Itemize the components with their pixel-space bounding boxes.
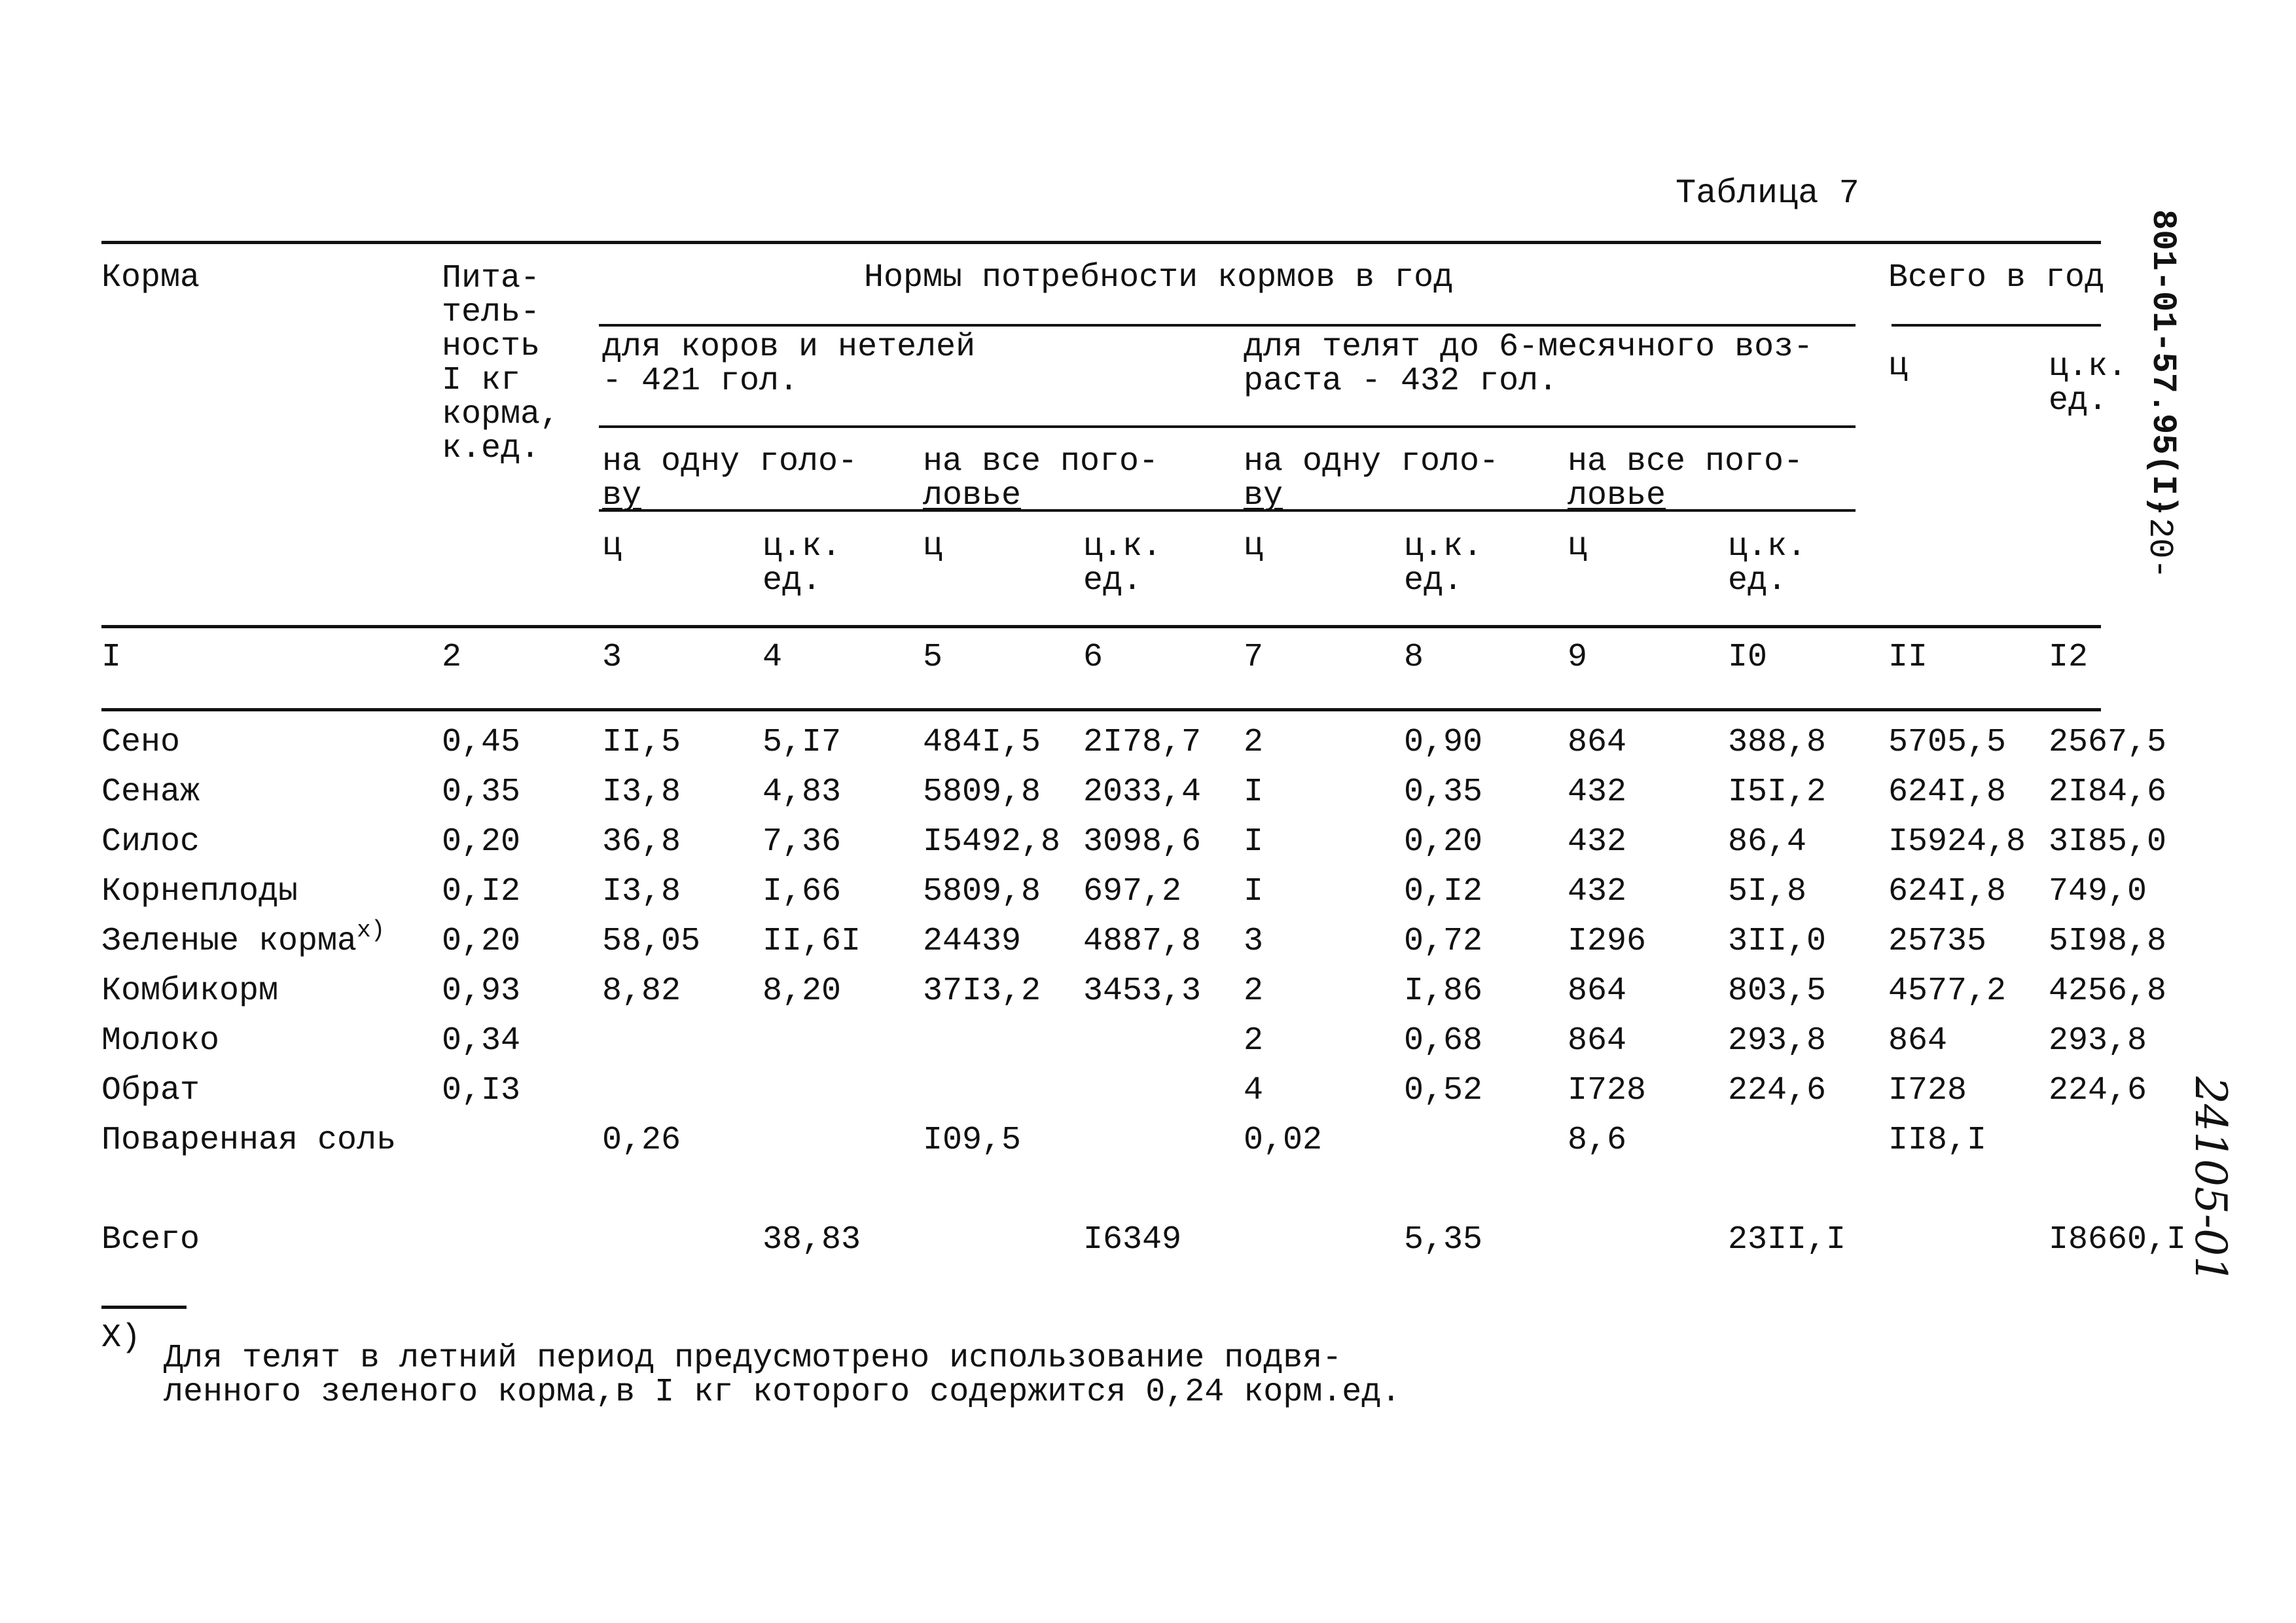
footnote-mark: Х) bbox=[101, 1319, 141, 1357]
row-name: Комбикорм bbox=[101, 972, 279, 1010]
table-cell: 293,8 bbox=[1728, 1022, 1827, 1060]
table-cell: 864 bbox=[1888, 1022, 1948, 1060]
table-cell: 2 bbox=[1244, 972, 1264, 1010]
row-name: Сено bbox=[101, 724, 181, 761]
header-calves: для телят до 6-месячного воз- раста - 432 гол. bbox=[1244, 329, 1814, 400]
table-cell: 86,4 bbox=[1728, 823, 1807, 861]
table-cell: 2567,5 bbox=[2049, 724, 2167, 761]
total-cell: 5,35 bbox=[1404, 1221, 1483, 1258]
table-cell: 4 bbox=[1244, 1072, 1264, 1109]
table-cell: I728 bbox=[1568, 1072, 1647, 1109]
table-cell: I5924,8 bbox=[1888, 823, 2026, 861]
row-name: Сенаж bbox=[101, 774, 200, 811]
column-number: I2 bbox=[2049, 639, 2089, 676]
table-cell: I296 bbox=[1568, 923, 1647, 960]
table-cell: I09,5 bbox=[923, 1122, 1022, 1159]
table-cell: 864 bbox=[1568, 1022, 1627, 1060]
table-cell: 24439 bbox=[923, 923, 1022, 960]
table-cell: 0,52 bbox=[1404, 1072, 1483, 1109]
header-calves-all: на все пого- ловье bbox=[1568, 443, 1804, 514]
table-cell: 5,I7 bbox=[762, 724, 842, 761]
table-cell: 0,02 bbox=[1244, 1122, 1323, 1159]
table-cell: 5705,5 bbox=[1888, 724, 2007, 761]
table-cell: 4,83 bbox=[762, 774, 842, 811]
column-number: 5 bbox=[923, 639, 943, 676]
column-number: 2 bbox=[442, 639, 462, 676]
table-cell: 2 bbox=[1244, 724, 1264, 761]
table-cell: 4577,2 bbox=[1888, 972, 2007, 1010]
table-top-rule bbox=[101, 241, 2101, 244]
column-number: I bbox=[101, 639, 122, 676]
table-cell: 624I,8 bbox=[1888, 774, 2007, 811]
column-number: 6 bbox=[1083, 639, 1103, 676]
groups-rule bbox=[599, 425, 1856, 428]
table-cell: 5I,8 bbox=[1728, 873, 1807, 910]
total-cell: I8660,I bbox=[2049, 1221, 2187, 1258]
table-cell: 432 bbox=[1568, 774, 1627, 811]
table-label: Таблица 7 bbox=[1676, 174, 1859, 213]
table-cell: 0,20 bbox=[442, 923, 521, 960]
footnote-ref-mark: x) bbox=[357, 917, 386, 944]
header-total-unit-c: ц bbox=[1888, 348, 1909, 385]
table-cell: 7,36 bbox=[762, 823, 842, 861]
table-cell: 624I,8 bbox=[1888, 873, 2007, 910]
table-cell: 697,2 bbox=[1083, 873, 1182, 910]
header-cows: для коров и нетелей - 421 гол. bbox=[602, 329, 976, 400]
table-cell: I,66 bbox=[762, 873, 842, 910]
header-calves-per-head: на одну голо- ву bbox=[1244, 443, 1499, 514]
table-cell: I3,8 bbox=[602, 873, 681, 910]
unit-cke-col10: ц.к. ед. bbox=[1728, 528, 1807, 599]
header-norms: Нормы потребности кормов в год bbox=[864, 259, 1454, 296]
table-cell: 224,6 bbox=[1728, 1072, 1827, 1109]
table-cell: 0,I3 bbox=[442, 1072, 521, 1109]
table-cell: I3,8 bbox=[602, 774, 681, 811]
table-cell: 58,05 bbox=[602, 923, 701, 960]
table-cell: 0,20 bbox=[1404, 823, 1483, 861]
table-cell: 5I98,8 bbox=[2049, 923, 2167, 960]
table-cell: 388,8 bbox=[1728, 724, 1827, 761]
table-cell: 5809,8 bbox=[923, 873, 1041, 910]
column-number: 4 bbox=[762, 639, 783, 676]
row-name: Обрат bbox=[101, 1072, 200, 1109]
column-numbers-rule bbox=[101, 708, 2101, 711]
table-cell: 749,0 bbox=[2049, 873, 2147, 910]
header-cows-all: на все пого- ловье bbox=[923, 443, 1159, 514]
table-cell: 0,I2 bbox=[1404, 873, 1483, 910]
column-number: 3 bbox=[602, 639, 622, 676]
table-cell: 3I85,0 bbox=[2049, 823, 2167, 861]
norms-rule bbox=[599, 324, 1856, 327]
unit-c-col7: ц bbox=[1244, 527, 1264, 565]
table-cell: 8,20 bbox=[762, 972, 842, 1010]
total-rule bbox=[1892, 324, 2101, 327]
table-cell: 36,8 bbox=[602, 823, 681, 861]
column-number: 7 bbox=[1244, 639, 1264, 676]
row-name: Поваренная соль bbox=[101, 1122, 397, 1159]
table-cell: 432 bbox=[1568, 823, 1627, 861]
table-cell: II,5 bbox=[602, 724, 681, 761]
unit-cke-col6: ц.к. ед. bbox=[1083, 528, 1162, 599]
footnote-text: Для телят в летний период предусмотрено использование подвя- ленного зеленого корма,в I кг которого содержится 0,24 корм.ед. bbox=[164, 1340, 1401, 1411]
unit-cke-col8: ц.к. ед. bbox=[1404, 528, 1483, 599]
column-number: II bbox=[1888, 639, 1928, 676]
table-cell: II,6I bbox=[762, 923, 861, 960]
unit-cke-col4: ц.к. ед. bbox=[762, 528, 842, 599]
row-name: Молоко bbox=[101, 1022, 220, 1060]
total-cell: 23II,I bbox=[1728, 1221, 1846, 1258]
table-cell: I728 bbox=[1888, 1072, 1967, 1109]
table-cell: I bbox=[1244, 823, 1264, 861]
table-cell: 2033,4 bbox=[1083, 774, 1202, 811]
document-code: 801-01-57.95(I) bbox=[2144, 209, 2182, 516]
table-cell: 0,45 bbox=[442, 724, 521, 761]
column-number: 8 bbox=[1404, 639, 1424, 676]
header-total-unit-cke: ц.к. ед. bbox=[2049, 348, 2128, 419]
header-total-year: Всего в год bbox=[1888, 259, 2105, 296]
table-cell: 0,20 bbox=[442, 823, 521, 861]
table-cell: 3II,0 bbox=[1728, 923, 1827, 960]
total-row-name: Всего bbox=[101, 1221, 200, 1258]
row-name: Зеленые корма bbox=[101, 923, 357, 960]
table-cell: II8,I bbox=[1888, 1122, 1987, 1159]
table-cell: 2I84,6 bbox=[2049, 774, 2167, 811]
unit-c-col9: ц bbox=[1568, 527, 1588, 565]
unit-c-col3: ц bbox=[602, 527, 622, 565]
table-cell: 5809,8 bbox=[923, 774, 1041, 811]
table-cell: 432 bbox=[1568, 873, 1627, 910]
table-cell: 4887,8 bbox=[1083, 923, 1202, 960]
table-cell: 224,6 bbox=[2049, 1072, 2147, 1109]
table-cell: 0,I2 bbox=[442, 873, 521, 910]
header-feed: Корма bbox=[101, 259, 200, 296]
table-cell: 0,26 bbox=[602, 1122, 681, 1159]
total-cell: 38,83 bbox=[762, 1221, 861, 1258]
footnote-rule bbox=[101, 1306, 187, 1309]
table-cell: 3453,3 bbox=[1083, 972, 1202, 1010]
table-cell: 864 bbox=[1568, 724, 1627, 761]
header-nutrition: Пита- тель- ность I кг корма, к.ед. bbox=[442, 260, 560, 467]
table-cell: 2 bbox=[1244, 1022, 1264, 1060]
table-cell: 0,35 bbox=[442, 774, 521, 811]
row-name-with-mark bbox=[101, 917, 386, 960]
table-cell: 25735 bbox=[1888, 923, 1987, 960]
unit-c-col5: ц bbox=[923, 527, 943, 565]
table-cell: I5492,8 bbox=[923, 823, 1061, 861]
table-cell: 0,90 bbox=[1404, 724, 1483, 761]
table-cell: 803,5 bbox=[1728, 972, 1827, 1010]
table-cell: 8,6 bbox=[1568, 1122, 1627, 1159]
table-cell: 3 bbox=[1244, 923, 1264, 960]
header-cows-per-head: на одну голо- ву bbox=[602, 443, 858, 514]
table-cell: 3098,6 bbox=[1083, 823, 1202, 861]
table-cell: I bbox=[1244, 774, 1264, 811]
table-cell: 0,34 bbox=[442, 1022, 521, 1060]
table-cell: 0,72 bbox=[1404, 923, 1483, 960]
table-cell: I5I,2 bbox=[1728, 774, 1827, 811]
column-number: 9 bbox=[1568, 639, 1588, 676]
table-cell: 293,8 bbox=[2049, 1022, 2147, 1060]
page-number: -20- bbox=[2140, 497, 2179, 579]
table-cell: I,86 bbox=[1404, 972, 1483, 1010]
table-cell: 864 bbox=[1568, 972, 1627, 1010]
table-cell: 0,35 bbox=[1404, 774, 1483, 811]
table-cell: 37I3,2 bbox=[923, 972, 1041, 1010]
header-bottom-rule bbox=[101, 625, 2101, 628]
table-cell: I bbox=[1244, 873, 1264, 910]
table-cell: 8,82 bbox=[602, 972, 681, 1010]
table-cell: 484I,5 bbox=[923, 724, 1041, 761]
total-cell: I6349 bbox=[1083, 1221, 1182, 1258]
table-cell: 0,68 bbox=[1404, 1022, 1483, 1060]
row-name: Корнеплоды bbox=[101, 873, 298, 910]
handwritten-number: 24105-01 bbox=[2185, 1077, 2236, 1284]
table-cell: 2I78,7 bbox=[1083, 724, 1202, 761]
row-name: Силос bbox=[101, 823, 200, 861]
column-number: I0 bbox=[1728, 639, 1768, 676]
table-cell: 4256,8 bbox=[2049, 972, 2167, 1010]
table-cell: 0,93 bbox=[442, 972, 521, 1010]
